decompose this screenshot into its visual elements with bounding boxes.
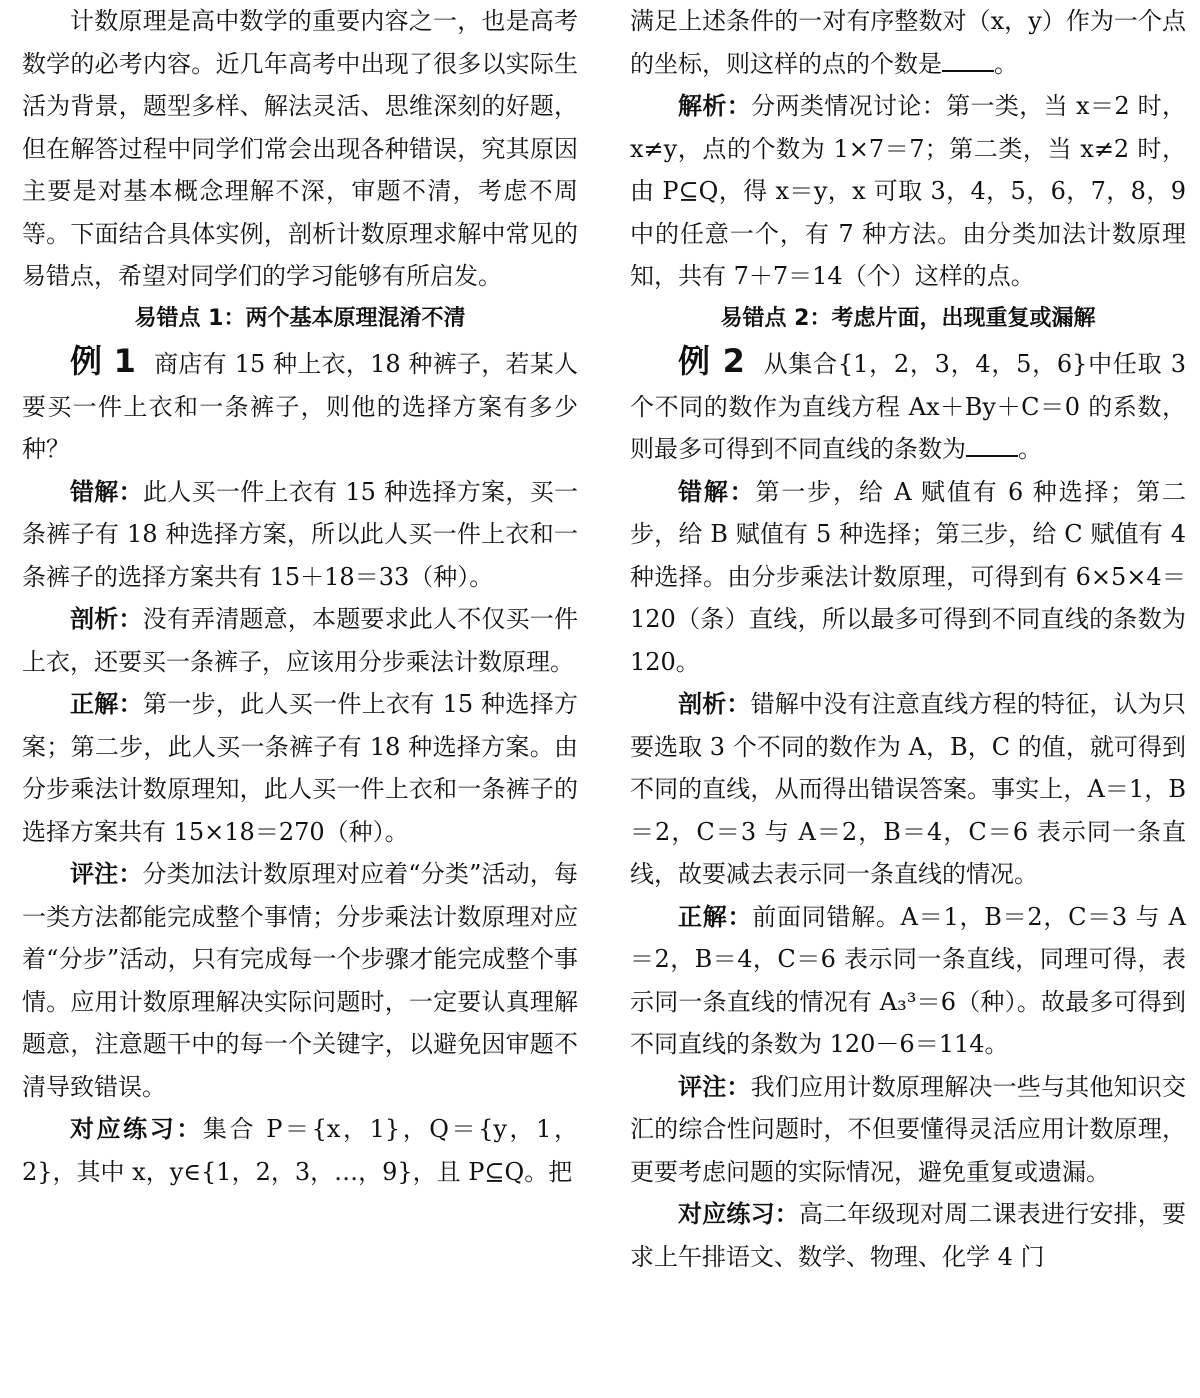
- left-column: [22, 0, 578, 1193]
- wrong-solution-2-label: 错解：: [678, 477, 756, 506]
- answer-blank: [942, 50, 994, 72]
- answer-blank: [966, 435, 1018, 457]
- correct-solution-2-label: 正解：: [678, 902, 753, 931]
- comment-2-label: 评注：: [678, 1072, 751, 1101]
- right-column: [630, 0, 1186, 1278]
- example-2: [630, 340, 1186, 471]
- analysis-2: [630, 683, 1186, 896]
- practice-1-text: 集合 P＝{x，1}，Q＝{y，1，2}，其中 x，y∈{1，2，3，…，9}，且 P⊆Q。把: [22, 1115, 578, 1186]
- correct-solution-1-text: 第一步，此人买一件上衣有 15 种选择方案；第二步，此人买一条裤子有 18 种选择方案。由分步乘法计数原理知，此人买一件上衣和一条裤子的选择方案共有 15×18＝270（种）。: [22, 690, 579, 846]
- analysis-2-text: 错解中没有注意直线方程的特征，认为只要选取 3 个不同的数作为 A，B，C 的值，就可得到不同的直线，从而得出错误答案。事实上，A＝1，B＝2，C＝3 与 A＝2，B＝4，C＝6 表示同一条直线，故要减去表示同一条直线的情况。: [630, 690, 1187, 888]
- wrong-solution-2: [630, 471, 1186, 684]
- practice-1-label: 对应练习：: [70, 1115, 203, 1143]
- comment-1: [22, 853, 578, 1108]
- practice-1: [22, 1108, 578, 1193]
- comment-1-label: 评注：: [70, 860, 143, 888]
- correct-solution-2: [630, 896, 1186, 1066]
- practice-2: [630, 1193, 1186, 1278]
- practice-2-text: 高二年级现对周二课表进行安排，要求上午排语文、数学、物理、化学 4 门: [630, 1200, 1186, 1271]
- example-2-label: 例 2: [678, 342, 745, 380]
- correct-solution-1-label: 正解：: [70, 690, 143, 718]
- example-1-text: 商店有 15 种上衣，18 种裤子，若某人要买一件上衣和一条裤子，则他的选择方案有多少种？: [22, 350, 578, 463]
- correct-solution-1: [22, 683, 578, 853]
- analysis-1-label: 剖析：: [70, 605, 143, 633]
- wrong-solution-1: [22, 471, 578, 599]
- explanation-1-text: 分两类情况讨论：第一类，当 x＝2 时，x≠y，点的个数为 1×7＝7；第二类，当 x≠2 时，由 P⊆Q，得 x＝y，x 可取 3，4，5，6，7，8，9 中的任意一个，有 7 种方法。由分类加法计数原理知，共有 7＋7＝14（个）这样的点。: [630, 92, 1187, 290]
- wrong-solution-1-text: 此人买一件上衣有 15 种选择方案，买一条裤子有 18 种选择方案，所以此人买一件上衣和一条裤子的选择方案共有 15＋18＝33（种）。: [22, 477, 579, 591]
- example-1-label: 例 1: [70, 342, 136, 380]
- practice-1-continued-text: 满足上述条件的一对有序整数对（x，y）作为一个点的坐标，则这样的点的个数是: [630, 7, 1186, 78]
- practice-2-label: 对应练习：: [678, 1200, 799, 1228]
- analysis-1-text: 没有弄清题意，本题要求此人不仅买一件上衣，还要买一条裤子，应该用分步乘法计数原理。: [22, 605, 579, 676]
- comment-2-text: 我们应用计数原理解决一些与其他知识交汇的综合性问题时，不但要懂得灵活应用计数原理，更要考虑问题的实际情况，避免重复或遗漏。: [630, 1072, 1187, 1186]
- intro-paragraph: 计数原理是高中数学的重要内容之一，也是高考数学的必考内容。近几年高考中出现了很多以实际生活为背景，题型多样、解法灵活、思维深刻的好题，但在解答过程中同学们常会出现各种错误，究其原因主要是对基本概念理解不深，审题不清，考虑不周等。下面结合具体实例，剖析计数原理求解中常见的易错点，希望对同学们的学习能够有所启发。: [22, 7, 578, 290]
- wrong-solution-2-text: 第一步，给 A 赋值有 6 种选择；第二步，给 B 赋值有 5 种选择；第三步，给 C 赋值有 4 种选择。由分步乘法计数原理，可得到有 6×5×4＝120（条）直线，所以最多可得到不同直线的条数为 120。: [630, 477, 1186, 676]
- explanation-1-label: 解析：: [678, 92, 752, 120]
- section-heading-2: 易错点 2：考虑片面，出现重复或漏解: [720, 305, 1096, 331]
- section-heading-1: 易错点 1：两个基本原理混淆不清: [134, 305, 466, 331]
- explanation-1: [630, 85, 1186, 298]
- correct-solution-2-text: 前面同错解。A＝1，B＝2，C＝3 与 A＝2，B＝4，C＝6 表示同一条直线，同理可得，表示同一条直线的情况有 A₃³＝6（种）。故最多可得到不同直线的条数为 120－6＝114。: [630, 902, 1186, 1058]
- comment-1-text: 分类加法计数原理对应着“分类”活动，每一类方法都能完成整个事情；分步乘法计数原理对应着“分步”活动，只有完成每一个步骤才能完成整个事情。应用计数原理解决实际问题时，一定要认真理解题意，注意题干中的每一个关键字，以避免因审题不清导致错误。: [22, 860, 578, 1101]
- analysis-2-label: 剖析：: [678, 690, 751, 718]
- example-2-end: 。: [1018, 435, 1042, 463]
- comment-2: [630, 1066, 1186, 1194]
- example-1: [22, 340, 578, 471]
- practice-1-continued-end: 。: [994, 49, 1018, 78]
- analysis-1: [22, 598, 578, 683]
- wrong-solution-1-label: 错解：: [70, 477, 143, 506]
- practice-1-continued: [630, 0, 1186, 85]
- example-2-text: 从集合{1，2，3，4，5，6}中任取 3 个不同的数作为直线方程 Ax＋By＋C＝0 的系数，则最多可得到不同直线的条数为: [630, 350, 1186, 463]
